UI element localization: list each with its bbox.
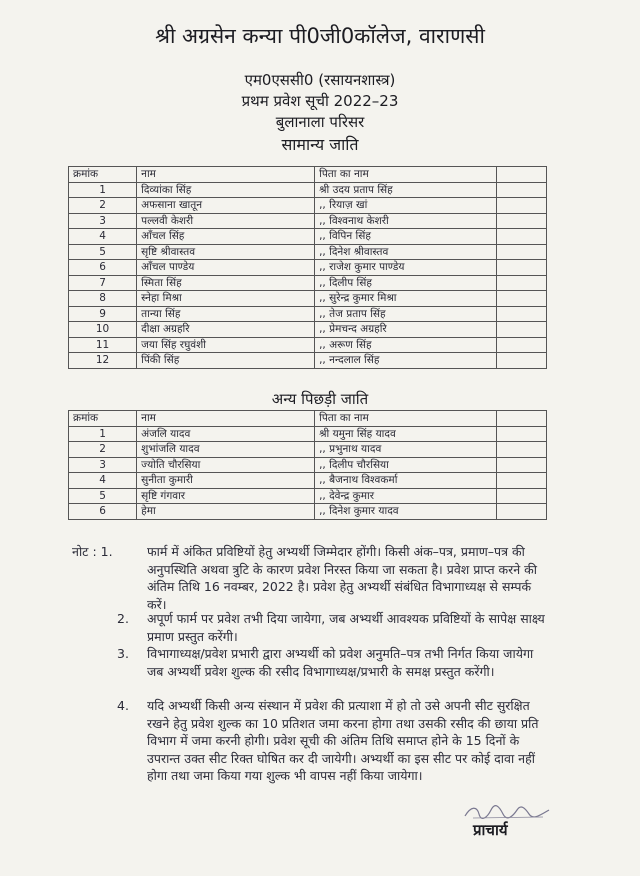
note-text: विभागाध्यक्ष/प्रवेश प्रभारी द्वारा अभ्यर्थी को प्रवेश अनुमति–पत्र तभी निर्गत किया जायेगा जब अभ्यर्थी प्रवेश शुल्क की रसीद विभागाध्यक्ष/प्रभारी के समक्ष प्रस्तुत करेंगी। xyxy=(147,646,534,679)
table-row xyxy=(69,457,547,473)
father-name-cell: ,, तेज प्रताप सिंह xyxy=(315,306,497,322)
blank-cell xyxy=(497,229,547,245)
note-1 xyxy=(147,543,547,613)
father-name-cell: ,, दिनेश श्रीवास्तव xyxy=(315,244,497,260)
serial-number-cell: 10 xyxy=(69,322,137,338)
serial-number-cell: 2 xyxy=(69,198,137,214)
note-3 xyxy=(117,645,547,680)
table-row xyxy=(69,322,547,338)
father-name-cell: ,, सुरेन्द्र कुमार मिश्रा xyxy=(315,291,497,307)
blank-cell xyxy=(497,244,547,260)
note-4 xyxy=(117,697,547,785)
father-name-cell: ,, दिलीप चौरसिया xyxy=(315,457,497,473)
serial-number-cell: 4 xyxy=(69,473,137,489)
note-number: 2. xyxy=(117,611,129,626)
table-row xyxy=(69,291,547,307)
father-name-cell: ,, प्रभुनाथ यादव xyxy=(315,442,497,458)
serial-number-cell: 6 xyxy=(69,504,137,520)
blank-cell xyxy=(497,322,547,338)
blank-cell xyxy=(497,488,547,504)
father-name-cell: ,, देवेन्द्र कुमार xyxy=(315,488,497,504)
column-header: पिता का नाम xyxy=(315,411,497,427)
serial-number-cell: 6 xyxy=(69,260,137,276)
student-name-cell: स्मिता सिंह xyxy=(137,275,315,291)
serial-number-cell: 11 xyxy=(69,337,137,353)
serial-number-cell: 3 xyxy=(69,457,137,473)
college-name: श्री अग्रसेन कन्या पी0जी0कॉलेज, वाराणसी xyxy=(155,24,485,48)
note-text: अपूर्ण फार्म पर प्रवेश तभी दिया जायेगा, जब अभ्यर्थी आवश्यक प्रविष्टियों के सापेक्ष साक्ष्य प्रमाण प्रस्तुत करेंगी। xyxy=(147,611,545,644)
student-name-cell: अंजलि यादव xyxy=(137,426,315,442)
table-row xyxy=(69,337,547,353)
table-row xyxy=(69,229,547,245)
serial-number-cell: 2 xyxy=(69,442,137,458)
table-row xyxy=(69,213,547,229)
serial-number-cell: 9 xyxy=(69,306,137,322)
column-header: क्रमांक xyxy=(69,411,137,427)
table-row xyxy=(69,260,547,276)
blank-cell xyxy=(497,337,547,353)
student-name-cell: आँचल सिंह xyxy=(137,229,315,245)
note-number: 3. xyxy=(117,646,129,661)
student-name-cell: जया सिंह रघुवंशी xyxy=(137,337,315,353)
blank-cell xyxy=(497,182,547,198)
table-row xyxy=(69,275,547,291)
blank-cell xyxy=(497,353,547,369)
principal-signature xyxy=(463,802,553,822)
table-row xyxy=(69,488,547,504)
student-name-cell: आँचल पाण्डेय xyxy=(137,260,315,276)
student-name-cell: दिव्यांका सिंह xyxy=(137,182,315,198)
blank-cell xyxy=(497,275,547,291)
table-header-row xyxy=(69,411,547,427)
table-row xyxy=(69,198,547,214)
blank-cell xyxy=(497,457,547,473)
serial-number-cell: 7 xyxy=(69,275,137,291)
serial-number-cell: 1 xyxy=(69,426,137,442)
serial-number-cell: 5 xyxy=(69,488,137,504)
serial-number-cell: 8 xyxy=(69,291,137,307)
father-name-cell: ,, रियाज़ खां xyxy=(315,198,497,214)
table-row xyxy=(69,504,547,520)
student-name-cell: शुभांजलि यादव xyxy=(137,442,315,458)
serial-number-cell: 3 xyxy=(69,213,137,229)
blank-cell xyxy=(497,260,547,276)
table-row xyxy=(69,182,547,198)
column-header: क्रमांक xyxy=(69,167,137,183)
table-header-row xyxy=(69,167,547,183)
obc-category-table xyxy=(68,410,547,520)
father-name-cell: ,, बैजनाथ विश्वकर्मा xyxy=(315,473,497,489)
blank-cell xyxy=(497,306,547,322)
principal-title: प्राचार्य xyxy=(473,821,508,839)
student-name-cell: ज्योति चौरसिया xyxy=(137,457,315,473)
blank-cell xyxy=(497,213,547,229)
father-name-cell: ,, अरूण सिंह xyxy=(315,337,497,353)
campus-name: बुलानाला परिसर xyxy=(275,113,365,131)
blank-cell xyxy=(497,504,547,520)
note-number: 4. xyxy=(117,698,129,713)
general-category-table xyxy=(68,166,547,369)
note-2 xyxy=(117,610,547,645)
list-title: प्रथम प्रवेश सूची 2022–23 xyxy=(241,92,399,110)
father-name-cell: ,, दिलीप सिंह xyxy=(315,275,497,291)
father-name-cell: ,, प्रेमचन्द अग्रहरि xyxy=(315,322,497,338)
note-text: फार्म में अंकित प्रविष्टियों हेतु अभ्यर्थी जिम्मेदार होंगी। किसी अंक–पत्र, प्रमाण–पत्र की अनुपस्थिति अथवा त्रुटि के कारण प्रवेश निरस्त किया जा सकता है। प्रवेश प्राप्त करने की अंतिम तिथि 16 नवम्बर, 2022 है। प्रवेश हेतु अभ्यर्थी संबंधित विभागाध्यक्ष से सम्पर्क करें। xyxy=(147,544,538,612)
father-name-cell: ,, नन्दलाल सिंह xyxy=(315,353,497,369)
table-row xyxy=(69,426,547,442)
table-row xyxy=(69,306,547,322)
serial-number-cell: 5 xyxy=(69,244,137,260)
student-name-cell: सृष्टि श्रीवास्तव xyxy=(137,244,315,260)
student-name-cell: पल्लवी केशरी xyxy=(137,213,315,229)
column-header: पिता का नाम xyxy=(315,167,497,183)
blank-cell xyxy=(497,291,547,307)
serial-number-cell: 1 xyxy=(69,182,137,198)
table-row xyxy=(69,353,547,369)
column-header xyxy=(497,167,547,183)
note-text: यदि अभ्यर्थी किसी अन्य संस्थान में प्रवेश की प्रत्याशा में हो तो उसे अपनी सीट सुरक्षित रखने हेतु प्रवेश शुल्क का 10 प्रतिशत जमा करना होगा तथा उसकी रसीद की छाया प्रति विभाग में जमा करनी होगी। प्रवेश सूची की अंतिम तिथि समाप्त होने के 15 दिनों के उपरान्त उक्त सीट रिक्त घोषित कर दी जायेगी। अभ्यर्थी का इस सीट पर कोई दावा नहीं होगा तथा जमा किया गया शुल्क भी वापस नहीं किया जायेगा। xyxy=(147,698,539,783)
father-name-cell: ,, विश्वनाथ केशरी xyxy=(315,213,497,229)
student-name-cell: दीक्षा अग्रहरि xyxy=(137,322,315,338)
column-header xyxy=(497,411,547,427)
column-header: नाम xyxy=(137,167,315,183)
table-row xyxy=(69,442,547,458)
table-row xyxy=(69,244,547,260)
student-name-cell: अफसाना खातून xyxy=(137,198,315,214)
blank-cell xyxy=(497,442,547,458)
serial-number-cell: 4 xyxy=(69,229,137,245)
father-name-cell: श्री यमुना सिंह यादव xyxy=(315,426,497,442)
course-name: एम0एससी0 (रसायनशास्त्र) xyxy=(244,71,396,89)
blank-cell xyxy=(497,473,547,489)
father-name-cell: श्री उदय प्रताप सिंह xyxy=(315,182,497,198)
general-category-heading: सामान्य जाति xyxy=(281,135,359,154)
column-header: नाम xyxy=(137,411,315,427)
table-row xyxy=(69,473,547,489)
student-name-cell: स्नेहा मिश्रा xyxy=(137,291,315,307)
father-name-cell: ,, विपिन सिंह xyxy=(315,229,497,245)
blank-cell xyxy=(497,426,547,442)
notes-label: नोट : 1. xyxy=(72,544,113,559)
obc-category-heading: अन्य पिछड़ी जाति xyxy=(271,390,369,408)
blank-cell xyxy=(497,198,547,214)
student-name-cell: हेमा xyxy=(137,504,315,520)
father-name-cell: ,, राजेश कुमार पाण्डेय xyxy=(315,260,497,276)
student-name-cell: पिंकी सिंह xyxy=(137,353,315,369)
student-name-cell: तान्या सिंह xyxy=(137,306,315,322)
serial-number-cell: 12 xyxy=(69,353,137,369)
student-name-cell: सुनीता कुमारी xyxy=(137,473,315,489)
father-name-cell: ,, दिनेश कुमार यादव xyxy=(315,504,497,520)
student-name-cell: सृष्टि गंगवार xyxy=(137,488,315,504)
